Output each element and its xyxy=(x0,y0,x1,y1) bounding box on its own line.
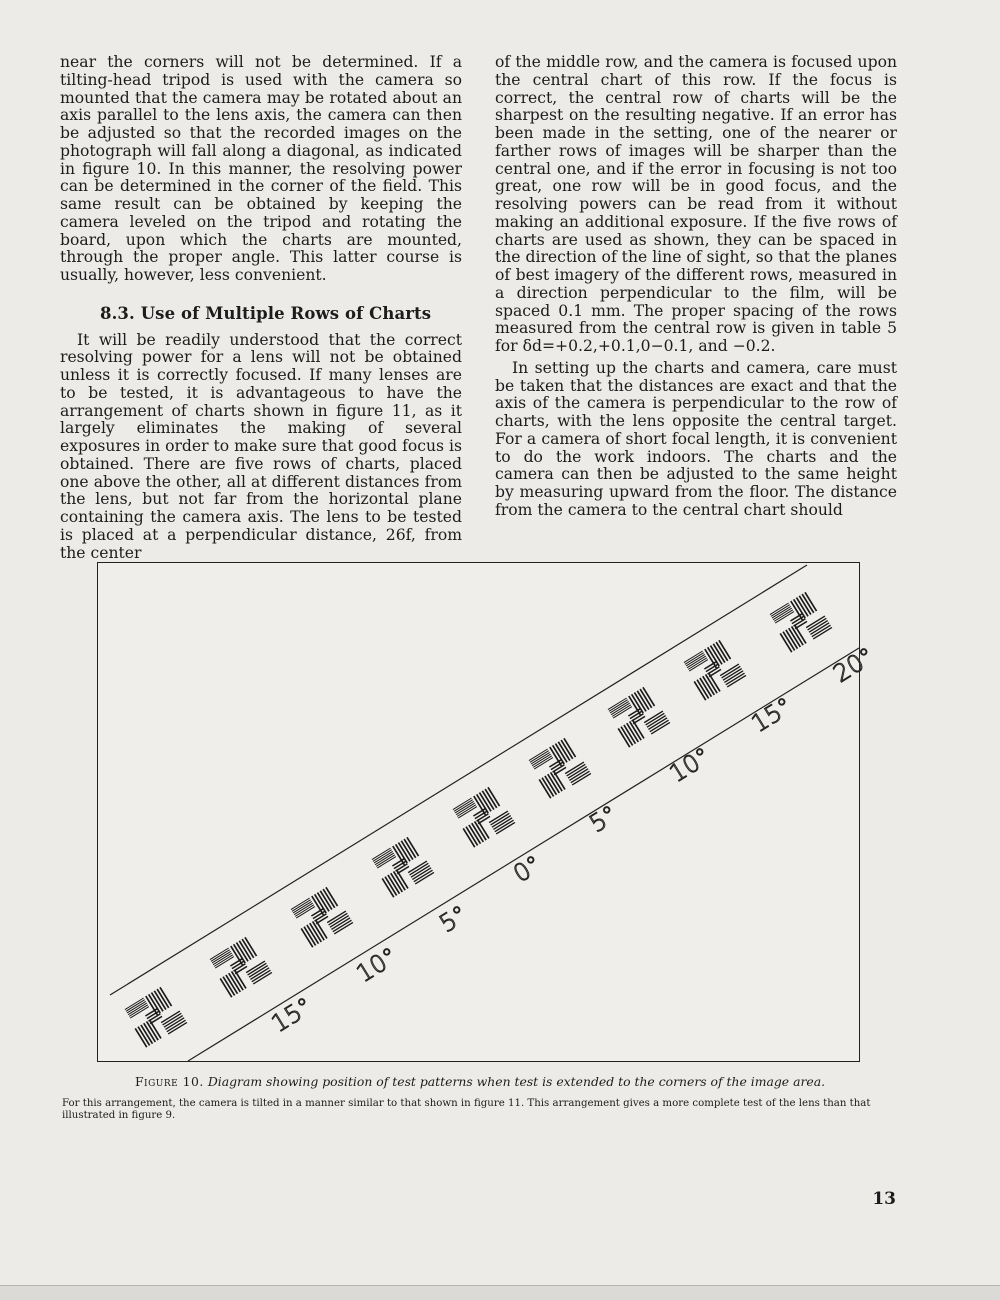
section-heading: 8.3. Use of Multiple Rows of Charts xyxy=(100,303,432,323)
resolution-target xyxy=(289,885,353,948)
paragraph: It will be readily understood that the correct resolving power for a lens will not be obtained unless it is correctly focused. If many lenses are to be tested, it is advantageous to have the arrangement of charts shown in figure 11, as it largely eliminates the making of several exposures in order to make sure that good focus is obtained. There are five rows of charts, placed one above the other, all at different distances from the lens, but not far from the horizontal plane containing the camera axis. The lens to be tested is placed at a perpendicular distance, 26f, from the center xyxy=(60,330,462,562)
figure-caption-text: Diagram showing position of test patterns when test is extended to the corners of the image area. xyxy=(207,1074,826,1089)
figure-10-diagram xyxy=(97,562,880,1062)
angle-label: 20° xyxy=(828,641,880,689)
resolution-target xyxy=(123,985,187,1048)
paragraph: near the corners will not be determined. If a tilting-head tripod is used with the camera so mounted that the camera may be rotated about an axis parallel to the lens axis, the camera can then be adjusted so that the recorded images on the photograph will fall along a diagonal, as indicated in figure 10. In this manner, the resolving power can be determined in the corner of the field. This same result can be obtained by keeping the camera leveled on the tripod and rotating the board, upon which the charts are mounted, through the proper angle. This latter course is usually, however, less convenient. xyxy=(60,53,462,284)
resolution-target xyxy=(768,590,832,653)
page-number: 13 xyxy=(872,1189,896,1209)
paragraph: In setting up the charts and camera, care must be taken that the distances are exact and that the axis of the camera is perpendicular to the row of charts, with the lens opposite the central target. For a camera of short focal length, it is convenient to do the work indoors. The charts and the camera can then be adjusted to the same height by measuring upward from the floor. The distance from the camera to the central chart should xyxy=(495,358,897,519)
resolution-target xyxy=(606,685,670,748)
resolution-target xyxy=(527,736,591,799)
angle-label: 10° xyxy=(664,741,716,789)
resolution-target xyxy=(682,638,746,701)
resolution-target xyxy=(451,785,515,848)
paragraph: of the middle row, and the camera is focused upon the central chart of this row. If the focus is correct, the central row of charts will be the sharpest on the resulting negative. If an error has been made in the setting, one of the nearer or farther rows of images will be sharper than the central one, and if the error in focusing is not too great, one row will be in good focus, and the resolving powers can be read from it without making an additional exposure. If the five rows of charts are used as shown, they can be spaced in the direction of the line of sight, so that the planes of best imagery of the different rows, measured in a direction perpendicular to the film, will be spaced 0.1 mm. The proper spacing of the rows measured from the central row is given in table 5 for δd=+0.2,+0.1,0−0.1, and −0.2. xyxy=(495,53,897,355)
resolution-target xyxy=(370,835,434,898)
angle-label: 5° xyxy=(434,899,473,939)
angle-label: 5° xyxy=(584,799,623,839)
resolution-target xyxy=(208,935,272,998)
page-edge xyxy=(0,1285,1000,1300)
angle-labels xyxy=(266,642,879,1038)
figure-label: Figure 10. xyxy=(134,1074,204,1089)
test-pattern-diagram xyxy=(98,563,880,1061)
angle-label: 0° xyxy=(508,849,547,889)
angle-label: 10° xyxy=(351,941,403,989)
figure-note: For this arrangement, the camera is tilted in a manner similar to that shown in figure 11. This arrangement gives a more complete test of the lens than that illustrated in figure 9. xyxy=(62,1098,871,1121)
right-column xyxy=(495,54,897,520)
angle-label: 15° xyxy=(266,991,318,1039)
resolution-targets xyxy=(123,590,832,1048)
figure-caption xyxy=(60,1074,900,1090)
left-column xyxy=(60,54,462,562)
angle-label: 15° xyxy=(746,691,798,739)
